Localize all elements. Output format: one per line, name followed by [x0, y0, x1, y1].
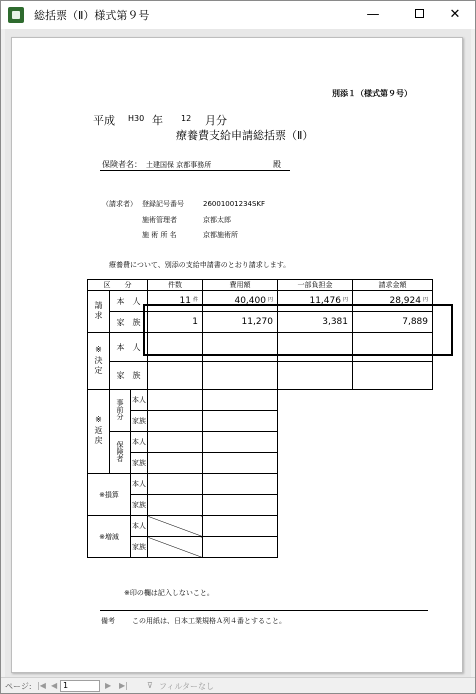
- offset-kazoku-count: [148, 495, 203, 516]
- claimant-label: （請求者）: [102, 200, 137, 208]
- admin-label: 施術管理者: [142, 216, 177, 224]
- decision-honin-count: [148, 333, 203, 362]
- claim-kazoku-count: 1: [148, 312, 203, 333]
- page-label: ページ:: [5, 682, 32, 691]
- form-title: 療養費支給申請総括票（Ⅱ）: [176, 129, 314, 142]
- offset-honin: 本人: [131, 474, 148, 495]
- claim-honin-claim: 28,924 $^円$: [353, 291, 433, 312]
- offset-honin-cost: [203, 474, 278, 495]
- return-insurer-kazoku-count: [148, 453, 203, 474]
- minimize-button[interactable]: —: [366, 7, 380, 22]
- reg-label: 登録記号番号: [142, 200, 184, 208]
- decision-kazoku-label: 家 族: [110, 362, 148, 390]
- first-page-button[interactable]: |◀: [37, 681, 46, 690]
- window-title: 総括票（Ⅱ）様式第９号: [34, 9, 150, 22]
- title-bar[interactable]: [1, 1, 475, 29]
- next-page-button[interactable]: ▶: [105, 681, 112, 690]
- close-button[interactable]: ✕: [449, 7, 461, 22]
- decision-honin-label: 本 人: [110, 333, 148, 362]
- return-business-honin-cost: [203, 390, 278, 411]
- return-business-kazoku-cost: [203, 411, 278, 432]
- change-honin-count-void: [148, 516, 203, 537]
- change-honin-cost: [203, 516, 278, 537]
- year-value: H30: [128, 114, 145, 123]
- reg-number: 26001001234SKF: [203, 200, 266, 208]
- claim-kazoku-cost: 11,270: [203, 312, 278, 333]
- remarks-label: 備考: [101, 617, 115, 625]
- form-id: 別添１（様式第９号）: [332, 89, 412, 98]
- return-business-kazoku: 家族: [131, 411, 148, 432]
- return-sub-insurer: 保険者: [110, 432, 131, 474]
- insurer-name: 土建国保 京都事務所: [146, 161, 212, 169]
- offset-honin-count: [148, 474, 203, 495]
- filter-status[interactable]: フィルターなし: [159, 682, 215, 691]
- return-sub-business: 事前分: [110, 390, 131, 432]
- return-business-honin: 本人: [131, 390, 148, 411]
- return-insurer-kazoku: 家族: [131, 453, 148, 474]
- report-page: [11, 37, 463, 673]
- admin-name: 京都太郎: [203, 216, 231, 224]
- change-kazoku: 家族: [131, 537, 148, 558]
- remarks-text: この用紙は、日本工業規格Ａ列４番とすること。: [132, 617, 286, 625]
- claim-honin-copay: 11,476 $^円$: [278, 291, 353, 312]
- statement: 療養費について、別添の支給申請書のとおり請求します。: [109, 261, 291, 269]
- return-business-kazoku-count: [148, 411, 203, 432]
- decision-kazoku-claim: [353, 362, 433, 390]
- claim-group-label: 請求: [88, 291, 110, 333]
- month-label: 月分: [205, 114, 227, 127]
- change-kazoku-cost: [203, 537, 278, 558]
- insurer-underline: [100, 170, 290, 171]
- claim-summary-table: [87, 279, 433, 558]
- return-business-honin-count: [148, 390, 203, 411]
- col-header-copay: 一部負担金: [278, 280, 353, 291]
- col-header-cost: 費用額: [203, 280, 278, 291]
- offset-kazoku: 家族: [131, 495, 148, 516]
- col-header-count: 件数: [148, 280, 203, 291]
- decision-kazoku-count: [148, 362, 203, 390]
- maximize-button[interactable]: [399, 1, 439, 29]
- change-group-label: ※増減: [88, 516, 131, 558]
- claim-kazoku-claim: 7,889: [353, 312, 433, 333]
- decision-honin-cost: [203, 333, 278, 362]
- remarks-divider: [100, 610, 428, 611]
- navigation-bar: [1, 677, 475, 693]
- prev-page-button[interactable]: ◀: [51, 681, 58, 690]
- filter-icon: ⊽: [147, 681, 153, 690]
- decision-kazoku-cost: [203, 362, 278, 390]
- decision-kazoku-copay: [278, 362, 353, 390]
- claim-kazoku-label: 家 族: [110, 312, 148, 333]
- decision-honin-claim: [353, 333, 433, 362]
- app-icon: [8, 7, 24, 23]
- year-label: 年: [152, 114, 163, 127]
- return-insurer-honin-cost: [203, 432, 278, 453]
- claim-honin-cost: 40,400 $^円$: [203, 291, 278, 312]
- decision-group-label: ※決定: [88, 333, 110, 390]
- decision-honin-copay: [278, 333, 353, 362]
- offset-kazoku-cost: [203, 495, 278, 516]
- claim-honin-count: 11 $^件$: [148, 291, 203, 312]
- facility-label: 施 術 所 名: [142, 231, 177, 239]
- facility-name: 京都施術所: [203, 231, 238, 239]
- month-value: 12: [181, 114, 192, 123]
- change-honin: 本人: [131, 516, 148, 537]
- claim-kazoku-copay: 3,381: [278, 312, 353, 333]
- claim-honin-label: 本 人: [110, 291, 148, 312]
- era-label: 平成: [93, 114, 115, 127]
- last-page-button[interactable]: ▶|: [119, 681, 128, 690]
- return-insurer-honin: 本人: [131, 432, 148, 453]
- return-insurer-honin-count: [148, 432, 203, 453]
- honorific: 殿: [273, 160, 281, 169]
- col-header-claim: 請求金額: [353, 280, 433, 291]
- note: ※印の欄は記入しないこと。: [124, 589, 214, 597]
- col-header-category: 区 分: [88, 280, 148, 291]
- report-viewport[interactable]: [5, 29, 471, 677]
- maximize-icon: [415, 9, 424, 18]
- insurer-label: 保険者名：: [102, 160, 142, 169]
- change-kazoku-count-void: [148, 537, 203, 558]
- return-insurer-kazoku-cost: [203, 453, 278, 474]
- page-number-input[interactable]: 1: [60, 680, 100, 692]
- return-group-label: ※返戻: [88, 390, 110, 474]
- offset-group-label: ※損算: [88, 474, 131, 516]
